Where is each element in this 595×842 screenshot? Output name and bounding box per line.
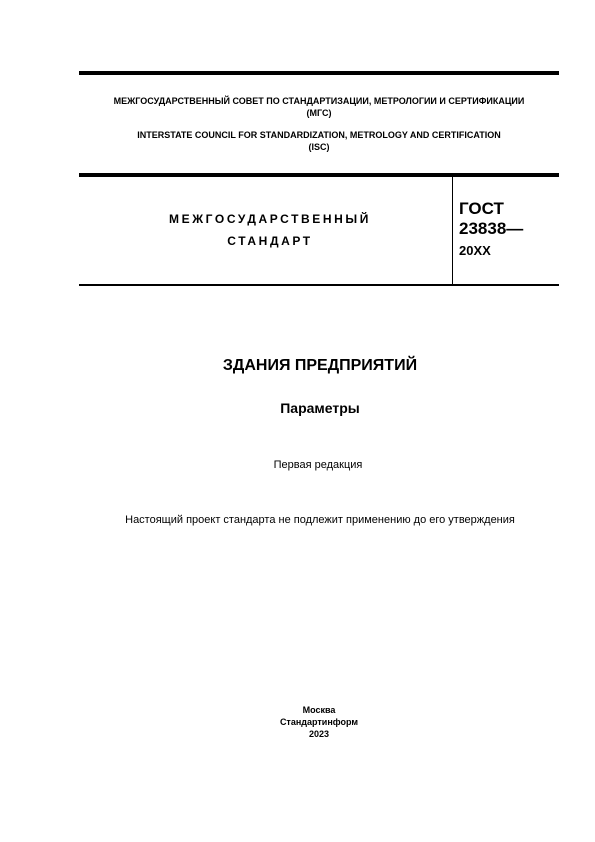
standard-type-line2: СТАНДАРТ <box>227 234 313 248</box>
standard-type-line1: МЕЖГОСУДАРСТВЕННЫЙ <box>169 212 371 226</box>
council-name-en: INTERSTATE COUNCIL FOR STANDARDIZATION, METROLOGY AND CERTIFICATION <box>137 130 501 140</box>
imprint-year: 2023 <box>308 729 330 739</box>
middle-rule <box>79 173 559 177</box>
document-title: ЗДАНИЯ ПРЕДПРИЯТИЙ <box>222 357 418 374</box>
council-abbr-en: (ISC) <box>308 142 330 152</box>
document-subtitle: Параметры <box>280 400 360 416</box>
imprint-city: Москва <box>302 705 336 715</box>
gost-label: ГОСТ <box>459 199 504 218</box>
council-abbr-ru: (МГС) <box>306 108 332 118</box>
draft-notice: Настоящий проект стандарта не подлежит применению до его утверждения <box>125 514 515 526</box>
council-name-ru: МЕЖГОСУДАРСТВЕННЫЙ СОВЕТ ПО СТАНДАРТИЗАЦИИ, МЕТРОЛОГИИ И СЕРТИФИКАЦИИ <box>113 96 525 106</box>
vertical-divider <box>452 177 453 284</box>
gost-year: 20XX <box>459 243 491 258</box>
gost-number: 23838— <box>459 219 524 238</box>
edition-label: Первая редакция <box>273 459 363 471</box>
bottom-rule <box>79 284 559 286</box>
top-rule <box>79 71 559 75</box>
imprint-publisher: Стандартинформ <box>279 717 359 727</box>
